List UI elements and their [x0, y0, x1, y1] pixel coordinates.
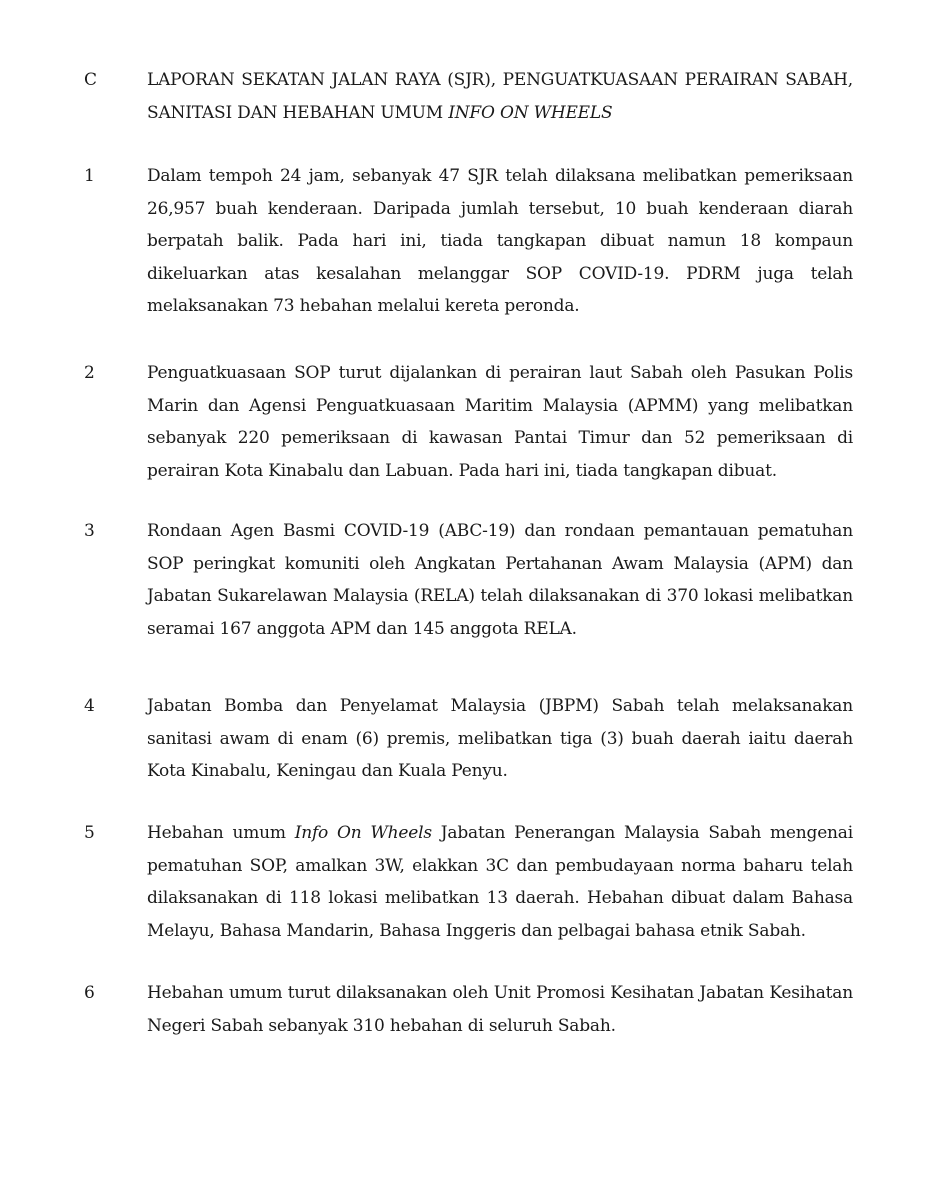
paragraph-text: [147, 817, 853, 947]
paragraph-number: 2: [84, 363, 95, 383]
info-on-wheels-italic: Info On Wheels: [294, 823, 432, 843]
paragraph-text: Dalam tempoh 24 jam, sebanyak 47 SJR telah dilaksana melibatkan pemeriksaan 26,957 buah kenderaan. Daripada jumlah tersebut, 10 buah kenderaan diarah berpatah balik. Pada hari ini, tiada tangkapan dibuat namun 18 kompaun dikeluarkan atas kesalahan melanggar SOP COVID-19. PDRM juga telah melaksanakan 73 hebahan melalui kereta peronda.: [147, 166, 853, 316]
paragraph-text: Jabatan Bomba dan Penyelamat Malaysia (JBPM) Sabah telah melaksanakan sanitasi awam di enam (6) premis, melibatkan tiga (3) buah daerah iaitu daerah Kota Kinabalu, Keningau dan Kuala Penyu.: [147, 696, 853, 781]
section-title-italic: INFO ON WHEELS: [448, 102, 613, 123]
paragraph-text-before: Hebahan umum: [147, 823, 286, 843]
paragraph-text: Penguatkuasaan SOP turut dijalankan di perairan laut Sabah oleh Pasukan Polis Marin dan Agensi Penguatkuasaan Maritim Malaysia (APMM) yang melibatkan sebanyak 220 pemeriksaan di kawasan Pantai Timur dan 52 pemeriksaan di perairan Kota Kinabalu dan Labuan. Pada hari ini, tiada tangkapan dibuat.: [147, 363, 853, 481]
paragraph-number: 5: [84, 823, 95, 843]
paragraph-number: 6: [84, 983, 95, 1003]
paragraph-text: Hebahan umum turut dilaksanakan oleh Unit Promosi Kesihatan Jabatan Kesihatan Negeri Sabah sebanyak 310 hebahan di seluruh Sabah.: [147, 983, 853, 1036]
paragraph-text: Rondaan Agen Basmi COVID-19 (ABC-19) dan rondaan pemantauan pematuhan SOP peringkat komuniti oleh Angkatan Pertahanan Awam Malaysia (APM) dan Jabatan Sukarelawan Malaysia (RELA) telah dilaksanakan di 370 lokasi melibatkan seramai 167 anggota APM dan 145 anggota RELA.: [147, 521, 853, 639]
section-letter: C: [84, 70, 98, 90]
paragraph-number: 4: [84, 696, 95, 716]
section-title: [147, 64, 853, 129]
section-title-text: LAPORAN SEKATAN JALAN RAYA (SJR), PENGUATKUASAAN PERAIRAN SABAH, SANITASI DAN HEBAHAN UMUM: [147, 70, 853, 123]
paragraph-number: 1: [84, 166, 95, 186]
paragraph-text-after: Jabatan Penerangan Malaysia Sabah mengenai pematuhan SOP, amalkan 3W, elakkan 3C dan pembudayaan norma baharu telah dilaksanakan di 118 lokasi melibatkan 13 daerah. Hebahan dibuat dalam Bahasa Melayu, Bahasa Mandarin, Bahasa Inggeris dan pelbagai bahasa etnik Sabah.: [147, 823, 853, 941]
paragraph-number: 3: [84, 521, 95, 541]
